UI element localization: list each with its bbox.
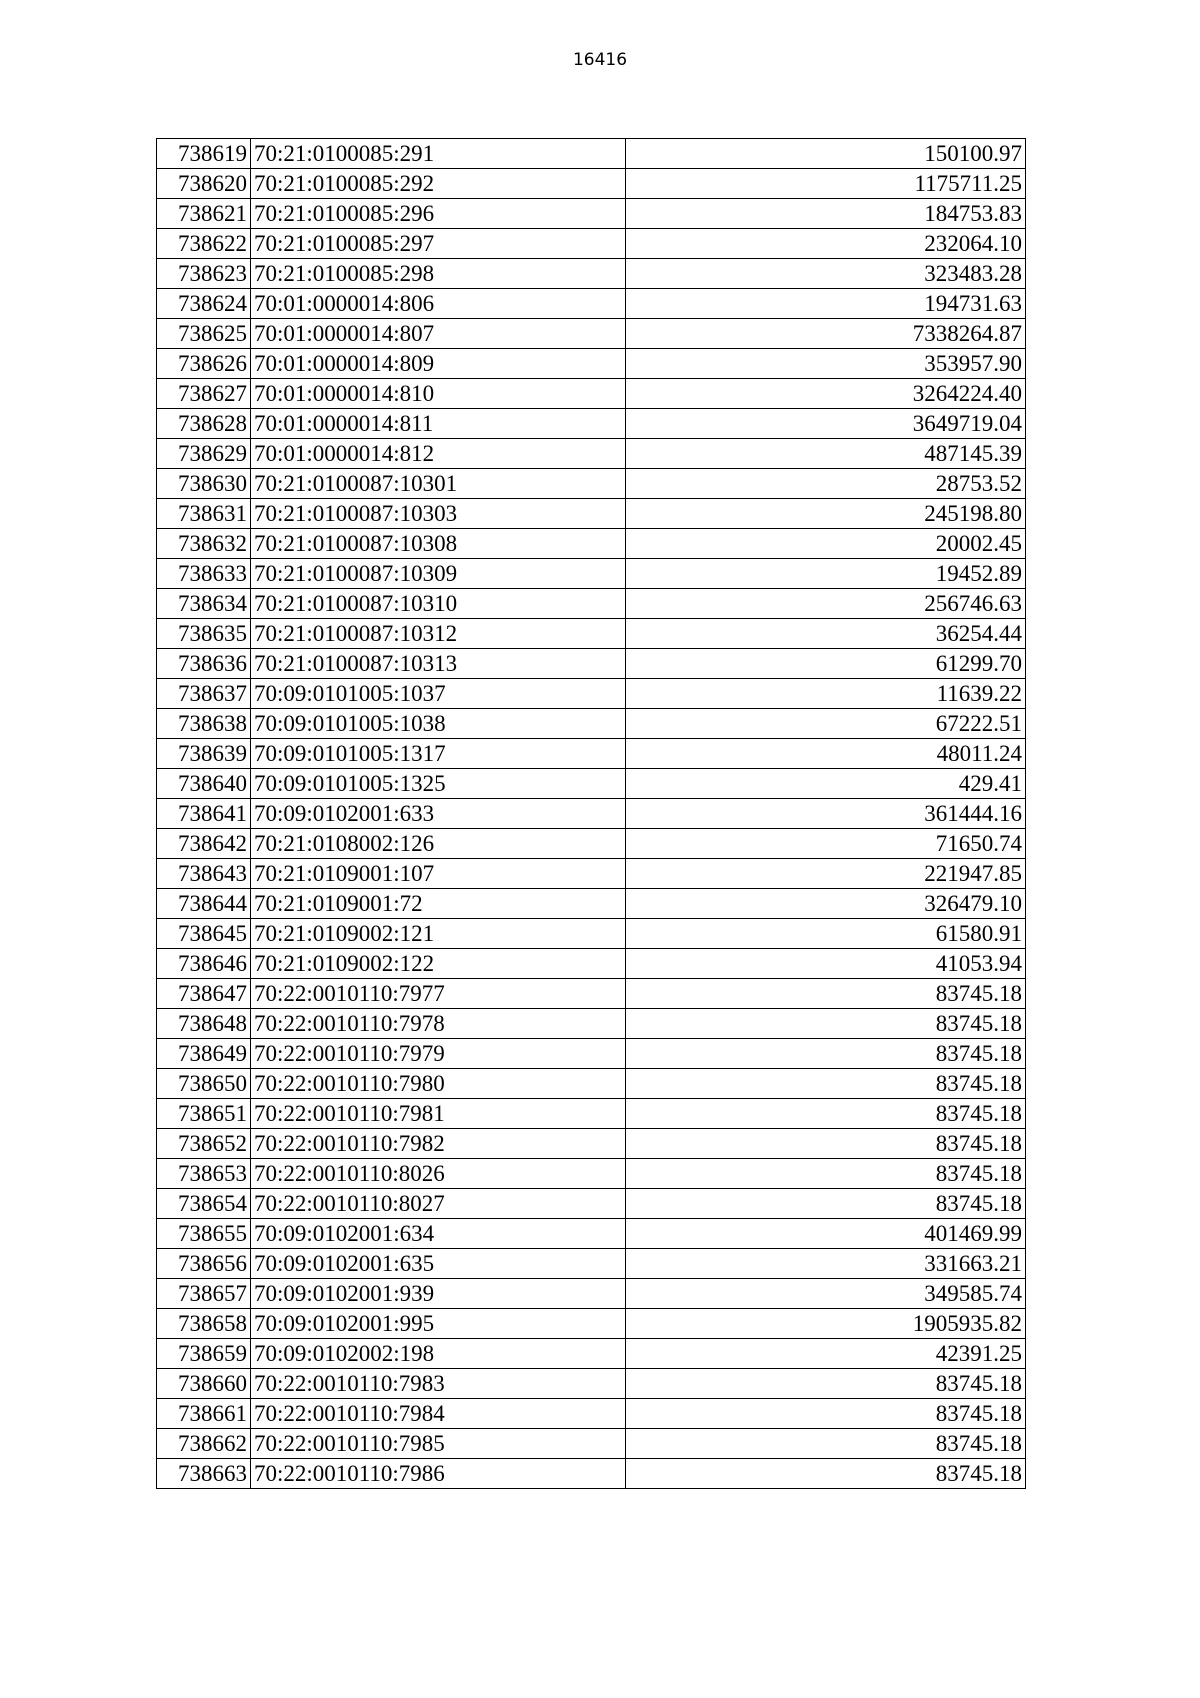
value-cell: 83745.18: [625, 1369, 1025, 1399]
row-number-cell: 738623: [157, 259, 251, 289]
cadastral-number-cell: 70:21:0109002:121: [250, 919, 625, 949]
value-cell: 256746.63: [625, 589, 1025, 619]
value-cell: 221947.85: [625, 859, 1025, 889]
table-row: [157, 589, 1026, 619]
table-row: [157, 499, 1026, 529]
row-number-cell: 738635: [157, 619, 251, 649]
cadastral-number-cell: 70:09:0101005:1038: [250, 709, 625, 739]
row-number-cell: 738659: [157, 1339, 251, 1369]
table-row: [157, 349, 1026, 379]
row-number-cell: 738658: [157, 1309, 251, 1339]
row-number-cell: 738657: [157, 1279, 251, 1309]
table-row: [157, 469, 1026, 499]
value-cell: 42391.25: [625, 1339, 1025, 1369]
table-row: [157, 379, 1026, 409]
cadastral-number-cell: 70:09:0102001:634: [250, 1219, 625, 1249]
cadastral-number-cell: 70:21:0100087:10303: [250, 499, 625, 529]
cadastral-number-cell: 70:22:0010110:7979: [250, 1039, 625, 1069]
cadastral-number-cell: 70:21:0100087:10313: [250, 649, 625, 679]
cadastral-number-cell: 70:21:0100087:10312: [250, 619, 625, 649]
value-cell: 245198.80: [625, 499, 1025, 529]
table-row: [157, 829, 1026, 859]
row-number-cell: 738645: [157, 919, 251, 949]
table-row: [157, 1339, 1026, 1369]
value-cell: 83745.18: [625, 1039, 1025, 1069]
row-number-cell: 738622: [157, 229, 251, 259]
cadastral-number-cell: 70:09:0102001:939: [250, 1279, 625, 1309]
table-row: [157, 1099, 1026, 1129]
cadastral-number-cell: 70:22:0010110:7983: [250, 1369, 625, 1399]
cadastral-number-cell: 70:21:0100087:10301: [250, 469, 625, 499]
table-row: [157, 769, 1026, 799]
row-number-cell: 738648: [157, 1009, 251, 1039]
cadastral-number-cell: 70:21:0100085:297: [250, 229, 625, 259]
page-number: 16416: [572, 50, 628, 70]
row-number-cell: 738630: [157, 469, 251, 499]
value-cell: 326479.10: [625, 889, 1025, 919]
table-row: [157, 1279, 1026, 1309]
table-row: [157, 199, 1026, 229]
value-cell: 11639.22: [625, 679, 1025, 709]
table-row: [157, 949, 1026, 979]
row-number-cell: 738660: [157, 1369, 251, 1399]
value-cell: 194731.63: [625, 289, 1025, 319]
cadastral-number-cell: 70:21:0109002:122: [250, 949, 625, 979]
cadastral-number-cell: 70:09:0102001:633: [250, 799, 625, 829]
cadastral-number-cell: 70:01:0000014:809: [250, 349, 625, 379]
table-row: [157, 889, 1026, 919]
value-cell: 232064.10: [625, 229, 1025, 259]
table-row: [157, 1069, 1026, 1099]
value-cell: 83745.18: [625, 1459, 1025, 1489]
cadastral-number-cell: 70:21:0100085:291: [250, 139, 625, 169]
value-cell: 83745.18: [625, 1099, 1025, 1129]
cadastral-number-cell: 70:22:0010110:7980: [250, 1069, 625, 1099]
row-number-cell: 738627: [157, 379, 251, 409]
table-row: [157, 439, 1026, 469]
value-cell: 7338264.87: [625, 319, 1025, 349]
row-number-cell: 738631: [157, 499, 251, 529]
value-cell: 48011.24: [625, 739, 1025, 769]
table-row: [157, 559, 1026, 589]
cadastral-number-cell: 70:09:0101005:1317: [250, 739, 625, 769]
cadastral-number-cell: 70:09:0102002:198: [250, 1339, 625, 1369]
row-number-cell: 738621: [157, 199, 251, 229]
row-number-cell: 738651: [157, 1099, 251, 1129]
value-cell: 36254.44: [625, 619, 1025, 649]
table-row: [157, 679, 1026, 709]
cadastral-number-cell: 70:09:0101005:1037: [250, 679, 625, 709]
value-cell: 487145.39: [625, 439, 1025, 469]
cadastral-number-cell: 70:22:0010110:7982: [250, 1129, 625, 1159]
row-number-cell: 738632: [157, 529, 251, 559]
row-number-cell: 738653: [157, 1159, 251, 1189]
table-row: [157, 1399, 1026, 1429]
table-row: [157, 289, 1026, 319]
row-number-cell: 738646: [157, 949, 251, 979]
value-cell: 323483.28: [625, 259, 1025, 289]
table-row: [157, 619, 1026, 649]
value-cell: 20002.45: [625, 529, 1025, 559]
value-cell: 19452.89: [625, 559, 1025, 589]
row-number-cell: 738638: [157, 709, 251, 739]
value-cell: 83745.18: [625, 1069, 1025, 1099]
table-row: [157, 709, 1026, 739]
value-cell: 83745.18: [625, 1159, 1025, 1189]
table-row: [157, 1309, 1026, 1339]
table-row: [157, 1369, 1026, 1399]
table-row: [157, 259, 1026, 289]
cadastral-number-cell: 70:21:0100085:298: [250, 259, 625, 289]
cadastral-number-cell: 70:09:0102001:635: [250, 1249, 625, 1279]
value-cell: 401469.99: [625, 1219, 1025, 1249]
value-cell: 349585.74: [625, 1279, 1025, 1309]
value-cell: 83745.18: [625, 1009, 1025, 1039]
value-cell: 1905935.82: [625, 1309, 1025, 1339]
table-row: [157, 1429, 1026, 1459]
row-number-cell: 738655: [157, 1219, 251, 1249]
value-cell: 83745.18: [625, 1129, 1025, 1159]
cadastral-number-cell: 70:01:0000014:806: [250, 289, 625, 319]
table-row: [157, 919, 1026, 949]
cadastral-number-cell: 70:21:0108002:126: [250, 829, 625, 859]
value-cell: 83745.18: [625, 979, 1025, 1009]
value-cell: 3264224.40: [625, 379, 1025, 409]
row-number-cell: 738629: [157, 439, 251, 469]
row-number-cell: 738620: [157, 169, 251, 199]
value-cell: 429.41: [625, 769, 1025, 799]
table-row: [157, 529, 1026, 559]
value-cell: 83745.18: [625, 1399, 1025, 1429]
table-row: [157, 1249, 1026, 1279]
table-row: [157, 799, 1026, 829]
value-cell: 1175711.25: [625, 169, 1025, 199]
cadastral-number-cell: 70:22:0010110:7981: [250, 1099, 625, 1129]
cadastral-number-cell: 70:21:0100087:10309: [250, 559, 625, 589]
value-cell: 184753.83: [625, 199, 1025, 229]
row-number-cell: 738634: [157, 589, 251, 619]
registry-table: [156, 138, 1026, 1489]
value-cell: 361444.16: [625, 799, 1025, 829]
row-number-cell: 738637: [157, 679, 251, 709]
cadastral-number-cell: 70:01:0000014:812: [250, 439, 625, 469]
row-number-cell: 738628: [157, 409, 251, 439]
value-cell: 83745.18: [625, 1189, 1025, 1219]
cadastral-number-cell: 70:22:0010110:7986: [250, 1459, 625, 1489]
cadastral-number-cell: 70:21:0100087:10308: [250, 529, 625, 559]
row-number-cell: 738644: [157, 889, 251, 919]
value-cell: 353957.90: [625, 349, 1025, 379]
table-row: [157, 1189, 1026, 1219]
table-row: [157, 649, 1026, 679]
table-row: [157, 1009, 1026, 1039]
row-number-cell: 738639: [157, 739, 251, 769]
table-row: [157, 739, 1026, 769]
value-cell: 83745.18: [625, 1429, 1025, 1459]
value-cell: 28753.52: [625, 469, 1025, 499]
row-number-cell: 738625: [157, 319, 251, 349]
cadastral-number-cell: 70:01:0000014:811: [250, 409, 625, 439]
value-cell: 3649719.04: [625, 409, 1025, 439]
value-cell: 61580.91: [625, 919, 1025, 949]
value-cell: 61299.70: [625, 649, 1025, 679]
table-row: [157, 319, 1026, 349]
table-row: [157, 1459, 1026, 1489]
row-number-cell: 738624: [157, 289, 251, 319]
cadastral-number-cell: 70:01:0000014:807: [250, 319, 625, 349]
table-row: [157, 979, 1026, 1009]
value-cell: 67222.51: [625, 709, 1025, 739]
row-number-cell: 738652: [157, 1129, 251, 1159]
table-row: [157, 1039, 1026, 1069]
table-row: [157, 139, 1026, 169]
row-number-cell: 738619: [157, 139, 251, 169]
row-number-cell: 738663: [157, 1459, 251, 1489]
row-number-cell: 738643: [157, 859, 251, 889]
table-row: [157, 859, 1026, 889]
table-row: [157, 1129, 1026, 1159]
table-row: [157, 229, 1026, 259]
cadastral-number-cell: 70:22:0010110:8027: [250, 1189, 625, 1219]
cadastral-number-cell: 70:21:0109001:107: [250, 859, 625, 889]
row-number-cell: 738649: [157, 1039, 251, 1069]
row-number-cell: 738642: [157, 829, 251, 859]
cadastral-number-cell: 70:21:0100085:292: [250, 169, 625, 199]
value-cell: 71650.74: [625, 829, 1025, 859]
row-number-cell: 738626: [157, 349, 251, 379]
row-number-cell: 738641: [157, 799, 251, 829]
row-number-cell: 738640: [157, 769, 251, 799]
row-number-cell: 738633: [157, 559, 251, 589]
cadastral-number-cell: 70:21:0100085:296: [250, 199, 625, 229]
row-number-cell: 738647: [157, 979, 251, 1009]
cadastral-number-cell: 70:22:0010110:7985: [250, 1429, 625, 1459]
cadastral-number-cell: 70:09:0101005:1325: [250, 769, 625, 799]
cadastral-number-cell: 70:22:0010110:8026: [250, 1159, 625, 1189]
cadastral-number-cell: 70:22:0010110:7984: [250, 1399, 625, 1429]
cadastral-number-cell: 70:01:0000014:810: [250, 379, 625, 409]
row-number-cell: 738650: [157, 1069, 251, 1099]
registry-table-body: [157, 139, 1026, 1489]
value-cell: 150100.97: [625, 139, 1025, 169]
value-cell: 331663.21: [625, 1249, 1025, 1279]
row-number-cell: 738636: [157, 649, 251, 679]
table-row: [157, 1159, 1026, 1189]
cadastral-number-cell: 70:09:0102001:995: [250, 1309, 625, 1339]
value-cell: 41053.94: [625, 949, 1025, 979]
row-number-cell: 738656: [157, 1249, 251, 1279]
cadastral-number-cell: 70:22:0010110:7977: [250, 979, 625, 1009]
cadastral-number-cell: 70:22:0010110:7978: [250, 1009, 625, 1039]
row-number-cell: 738654: [157, 1189, 251, 1219]
table-row: [157, 409, 1026, 439]
table-row: [157, 1219, 1026, 1249]
table-row: [157, 169, 1026, 199]
row-number-cell: 738661: [157, 1399, 251, 1429]
row-number-cell: 738662: [157, 1429, 251, 1459]
cadastral-number-cell: 70:21:0100087:10310: [250, 589, 625, 619]
cadastral-number-cell: 70:21:0109001:72: [250, 889, 625, 919]
